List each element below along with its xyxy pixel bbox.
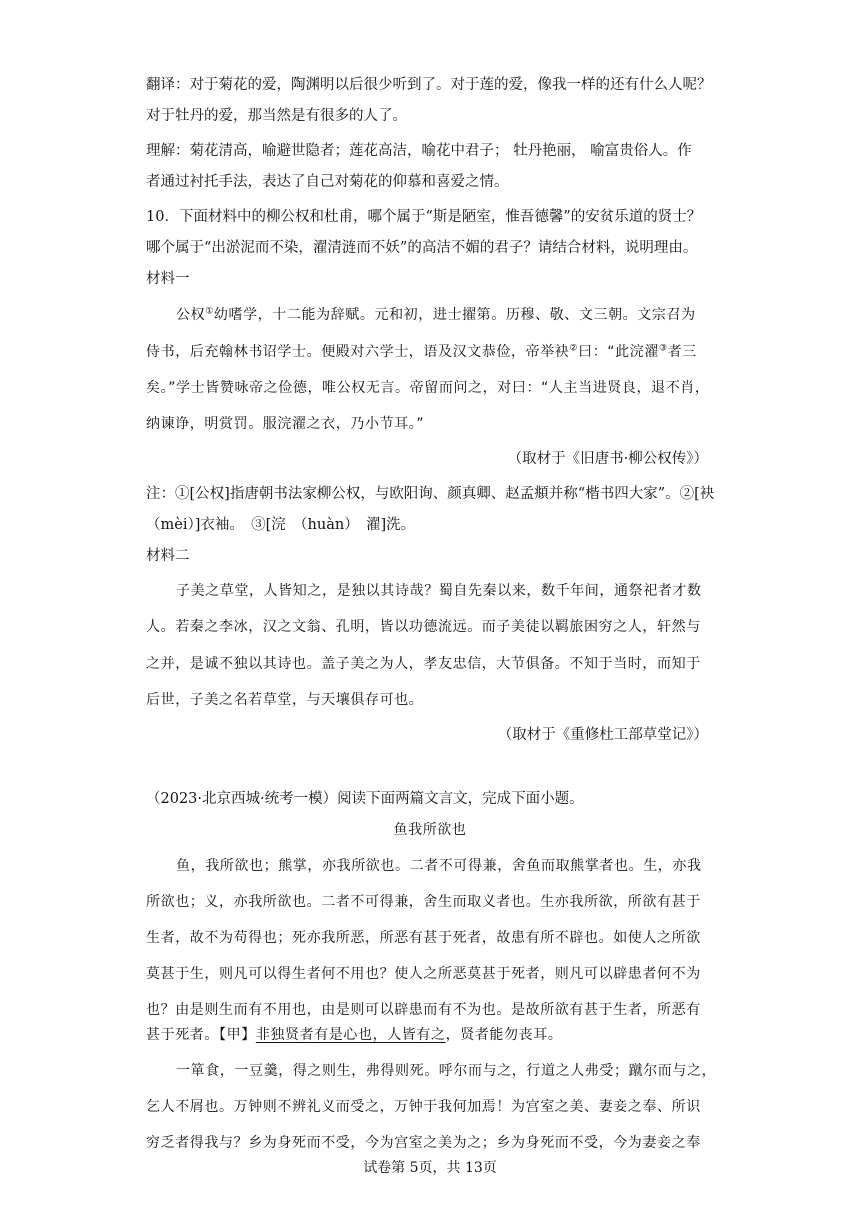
material-1-note-1: 注：①[公权]指唐朝书法家柳公权，与欧阳询、颜真卿、赵孟頫并称“楷书四大家”。②[袂: [146, 486, 715, 502]
material-1-text: 曰：“此浣濯: [578, 344, 659, 360]
passage-line: 所欲也；义，亦我所欲也。二者不可得兼，舍生而取义者也。生亦我所欲，所欲有甚于: [146, 894, 701, 910]
passage-text: 甚于死者。【甲】: [146, 1027, 256, 1043]
material-1-line-4: 纳谏诤，明赏罚。服浣濯之衣，乃小节耳。”: [146, 416, 425, 432]
material-2-line-1: 子美之草堂，人皆知之，是独以其诗哉？蜀自先秦以来，数千年间，通祭祀者才数: [176, 583, 702, 599]
material-1-note-2: （mèi）]衣袖。 ③[浣 （huàn） 濯]洗。: [146, 517, 416, 533]
material-2-line-4: 后世，子美之名若草堂，与天壤俱存可也。: [146, 692, 424, 708]
passage-line: [146, 1025, 562, 1045]
material-1-text: 幼嗜学，十二能为辞赋。元和初，进士擢第。历穆、敬、文三朝。文宗召为: [213, 307, 696, 323]
material-1-text: 侍书，后充翰林书诏学士。便殿对六学士，语及汉文恭俭，帝举袂: [146, 344, 570, 360]
question-10-line-1: 10．下面材料中的柳公权和杜甫，哪个属于“斯是陋室，惟吾德馨”的安贫乐道的贤士？: [146, 209, 702, 225]
footnote-marker: ③: [658, 343, 668, 354]
translation-line-2: 对于牡丹的爱，那当然是有很多的人了。: [146, 108, 407, 124]
material-1-text: 公权: [176, 307, 206, 323]
passage-line: 乞人不屑也。万钟则不辨礼义而受之，万钟于我何加焉！为宫室之美、妻妾之奉、所识: [146, 1099, 701, 1115]
material-2-source: （取材于《重修杜工部草堂记》）: [497, 727, 708, 743]
passage-line: 鱼，我所欲也；熊掌，亦我所欲也。二者不可得兼，舍鱼而取熊掌者也。生，亦我: [176, 858, 702, 874]
material-2-line-3: 之并，是诚不独以其诗也。盖子美之为人，孝友忠信，大节俱备。不知于当时，而知于: [146, 656, 701, 672]
question-10-line-2: 哪个属于“出淤泥而不染，濯清涟而不妖”的高洁不媚的君子？请结合材料，说明理由。: [146, 240, 698, 256]
underlined-sentence: 非独贤者有是心也，人皆有之: [255, 1027, 446, 1043]
material-1-source: （取材于《旧唐书·柳公权传》）: [507, 451, 708, 467]
translation-line-1: 翻译：对于菊花的爱，陶渊明以后很少听到了。对于莲的爱，像我一样的还有什么人呢？: [146, 77, 712, 93]
material-1-heading: 材料一: [146, 271, 190, 287]
footnote-marker: ②: [569, 343, 579, 354]
section-intro: （2023·北京西城·统考一模）阅读下面两篇文言文，完成下面小题。: [146, 791, 584, 807]
material-1-text: 者三: [667, 344, 697, 360]
passage-line: 穷乏者得我与？乡为身死而不受，今为宫室之美为之；乡为身死而不受，今为妻妾之奉: [146, 1135, 701, 1151]
passage-line: 莫甚于生，则凡可以得生者何不用也？使人之所恶莫甚于死者，则凡可以辟患者何不为: [146, 966, 701, 982]
material-1-line-1: [176, 305, 696, 325]
material-1-line-2: [146, 342, 697, 362]
passage-title: 鱼我所欲也: [393, 822, 467, 838]
footnote-marker: ①: [205, 306, 214, 317]
passage-line: 也？由是则生而有不用也，由是则可以辟患而有不为也。是故所欲有甚于生者，所恶有: [146, 1002, 701, 1018]
material-1-line-3: 矣。”学士皆赞咏帝之俭德，唯公权无言。帝留而问之，对曰：“人主当进贤良，退不肖，: [146, 380, 710, 396]
passage-line: 一箪食，一豆羹，得之则生，弗得则死。呼尔而与之，行道之人弗受；蹴尔而与之，: [176, 1063, 717, 1079]
understanding-line-2: 者通过衬托手法，表达了自己对菊花的仰慕和喜爱之情。: [146, 174, 509, 190]
material-2-heading: 材料二: [146, 548, 190, 564]
passage-line: 生者，故不为苟得也；死亦我所恶，所恶有甚于死者，故患有所不辟也。如使人之所欲: [146, 930, 701, 946]
understanding-line-1: 理解：菊花清高，喻避世隐者；莲花高洁，喻花中君子； 牡丹艳丽， 喻富贵俗人。作: [146, 143, 692, 159]
page-footer: 试卷第 5页，共 13页: [363, 1160, 497, 1176]
passage-text: ，贤者能勿丧耳。: [445, 1027, 563, 1043]
material-2-line-2: 人。若秦之李冰，汉之文翁、孔明，皆以功德流远。而子美徒以羁旅困穷之人，轩然与: [146, 619, 701, 635]
